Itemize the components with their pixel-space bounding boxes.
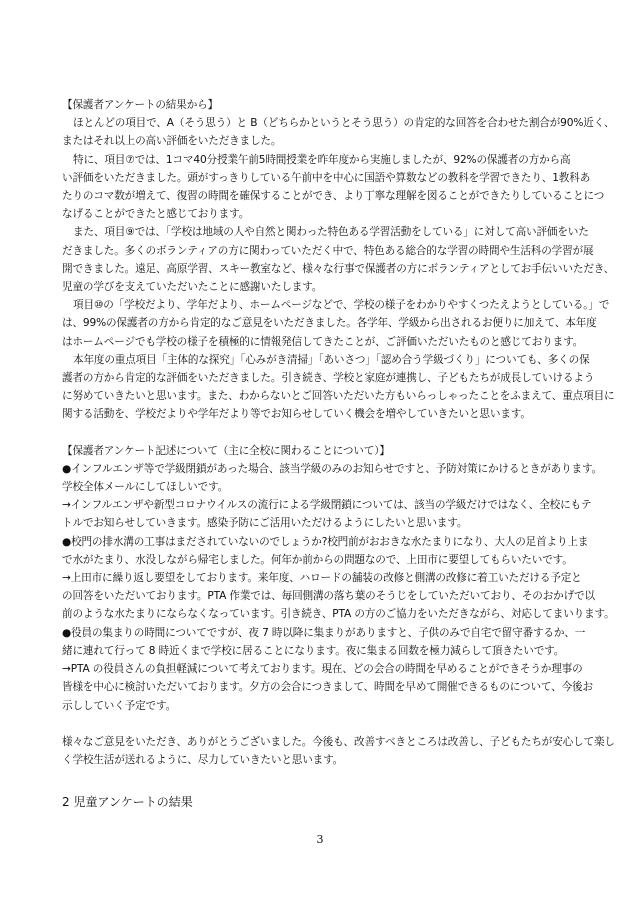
paragraph-line: に努めていきたいと思います。また、わからないとご回答いただいた方もいらっしゃったことをふまえて、重点項目に [62,390,615,403]
paragraph-line: 児童の学びを支えていただいたことに感謝いたします。 [62,281,323,294]
paragraph-line: はホームページでも学校の様子を積極的に情報発信してきたことが、ご評価いただいたものと感じております。 [62,335,584,348]
response-line: トルでお知らせしていきます。感染予防にご活用いただけるようにしたいと思います。 [62,517,468,530]
paragraph-line: 項目⑩の「学校だより、学年だより、ホームページなどで、学校の様子をわかりやすくつたえようとしている。」で [73,299,610,312]
next-section-heading: 2 児童アンケートの結果 [62,795,193,809]
response-line: の回答をいただいております。PTA 作業では、毎回側溝の落ち葉のそうじをしていただいており、そのおかげで以 [62,590,595,603]
paragraph-line: 特に、項目⑦では、1コマ40分授業午前5時間授業を昨年度から実施しましたが、92%の保護者の方から高 [73,153,571,166]
page-number: 3 [316,833,324,846]
paragraph-line: またはそれ以上の高い評価をいただきました。 [62,135,282,148]
comment-line: 緒に連れて行って 8 時近くまで学校に居ることになります。夜に集まる回数を極力減らして頂きたいです。 [62,644,565,657]
paragraph-line: また、項目⑨では、「学校は地域の人や自然と関わった特色ある学習活動をしている」に対して高い評価をいた [73,226,589,239]
closing-line: く学校生活が送れるように、尽力していきたいと思います。 [62,753,344,766]
paragraph-line: 本年度の重点項目「主体的な探究」「心みがき清掃」「あいさつ」「認め合う学級づくり」についても、多くの保 [73,353,590,366]
paragraph-line: たりのコマ数が増えて、復習の時間を確保することができ、より丁寧な理解を図ることができたりしていることにつ [62,190,605,203]
response-line: 示ししていく予定です。 [62,699,177,712]
response-line: 前のような水たまりにならなくなっています。引き続き、PTA の方のご協力をいただきながら、対応してまいります。 [62,608,615,621]
section-title: 【保護者アンケート記述について（主に全校に関わることについて）】 [62,444,390,457]
paragraph-line: い評価をいただきました。頭がすっきりしている午前中を中心に国語や算数などの教科を学習できたり、1教科あ [62,171,591,184]
spacer [62,424,582,442]
paragraph-line: 護者の方から肯定的な評価をいただきました。引き続き、学校と家庭が連携し、子どもたちが成長していけるよう [62,372,595,385]
paragraph-line: ほとんどの項目で、A（そう思う）と B（どちらかというとそう思う）の肯定的な回答を合わせた割合が90%近く、 [73,117,615,130]
paragraph-line: なげることができたと感じております。 [62,208,250,221]
response-line: 皆様を中心に検討いただいております。夕方の会合につきまして、時間を早めて開催できるものについて、今後お [62,681,593,694]
comment-line: ●役員の集まりの時間についてですが、夜 7 時以降に集まりがありますと、子供のみで自宅で留守番するか、一 [62,626,586,639]
paragraph-line: 開できました。遠足、高原学習、スキー教室など、様々な行事で保護者の方にボランティアとしてお手伝いいただき、 [62,262,615,275]
comment-line: ●校門の排水溝の工事はまだされていないのでしょうか?校門前がおおきな水たまりになり、大人の足首より上ま [62,535,589,548]
closing-line: 様々なご意見をいただき、ありがとうございました。今後も、改善すべきところは改善し、子どもたちが安心して楽し [62,735,615,748]
response-line: →上田市に繰り返し要望をしております。来年度、ハロードの舗装の改修と側溝の改修に着工いただける予定と [62,572,582,585]
spacer [62,715,582,733]
response-line: →PTA の役員さんの負担軽減について考えております。現在、どの会合の時間を早めることができそうか理事の [62,663,583,676]
comment-line: ●インフルエンザ等で学級閉鎖があった場合、該当学級のみのお知らせですと、予防対策にかけるときがあります。 [62,462,603,475]
paragraph-line: だきました。多くのボランティアの方に関わっていただく中で、特色ある総合的な学習の時間や生活科の学習が展 [62,244,594,257]
comment-line: 学校全体メールにしてほしいです。 [62,481,229,494]
paragraph-line: は、99%の保護者の方から肯定的なご意見をいただきました。各学年、学級から出されるお便りに加えて、本年度 [62,317,597,330]
paragraph-line: 関する活動を、学校だよりや学年だより等でお知らせしていく機会を増やしていきたいと思います。 [62,408,531,421]
response-line: →インフルエンザや新型コロナウイルスの流行による学級閉鎖については、該当の学級だけではなく、全校にもテ [62,499,592,512]
section-title: 【保護者アンケートの結果から】 [62,99,219,111]
document-body [62,96,615,769]
comment-line: で水がたまり、水没しながら帰宅しました。何年か前からの問題なので、上田市に要望してもらいたいです。 [62,553,573,566]
